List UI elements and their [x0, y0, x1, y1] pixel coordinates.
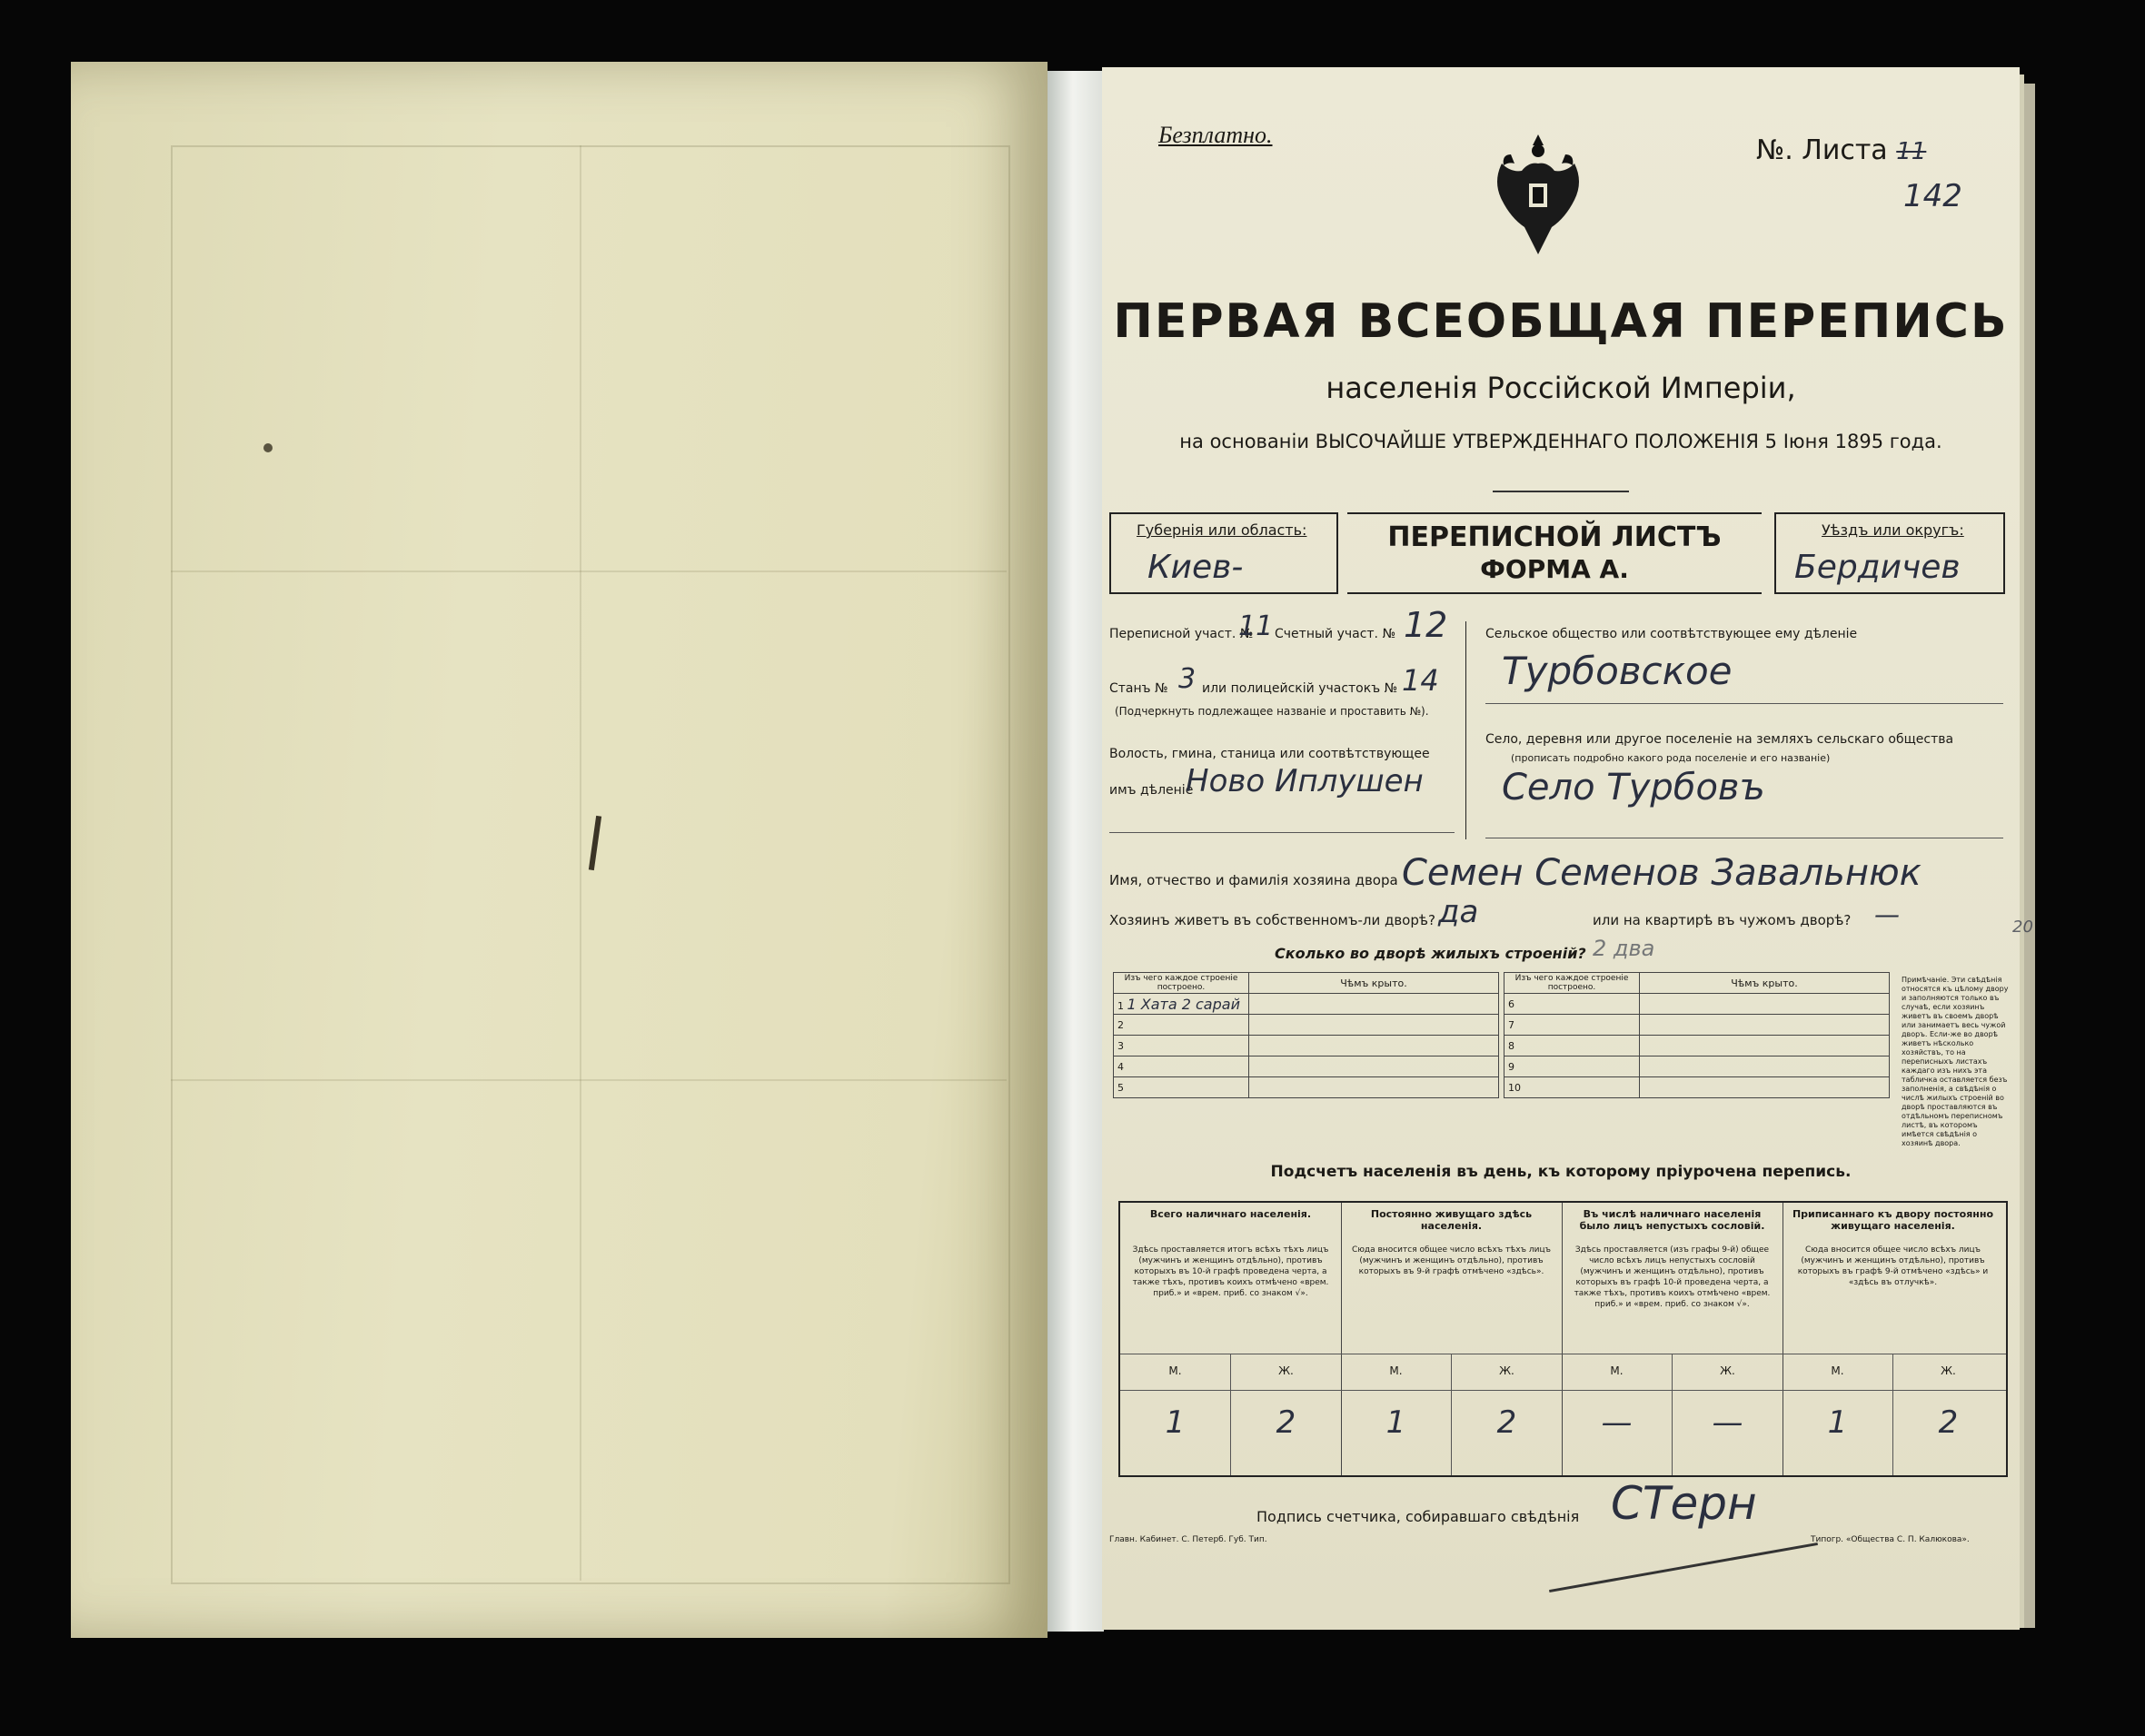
society-value: Турбовское: [1502, 649, 1733, 693]
uezd-box: [1774, 512, 2005, 594]
pop-group: [1341, 1203, 1563, 1475]
female-label: Ж.: [1941, 1364, 1956, 1377]
census-unit-label: Переписной участ. №: [1109, 627, 1254, 641]
bleed-line: [171, 1079, 1007, 1081]
pop-group-desc: Здѣсь проставляется итогъ всѣхъ тѣхъ лицъ (мужчинъ и женщинъ отдѣльно), противъ которыхъ въ 10-й графѣ проведена черта, а также тѣхъ, противъ коихъ отмѣчено «врем. приб.» и «врем. приб. со знаком √».: [1132, 1245, 1329, 1298]
male-label: М.: [1168, 1364, 1182, 1377]
signature-flourish: [1549, 1543, 1818, 1592]
col-roof-header: Чѣмъ крыто.: [1249, 973, 1499, 994]
population-heading: Подсчетъ населенія въ день, къ которому пріурочена перепись.: [1270, 1163, 1852, 1181]
pop-group-desc: Сюда вносится общее число всѣхъ тѣхъ лицъ (мужчинъ и женщинъ отдѣльно), противъ которыхъ въ 9-й графѣ отмѣчено «здѣсь».: [1352, 1245, 1551, 1276]
buildings-label: Сколько во дворѣ жилыхъ строеній?: [1275, 945, 1586, 962]
rule: [1230, 1354, 1231, 1475]
male-value: 1: [1827, 1404, 1848, 1441]
lives-rent-value: —: [1874, 899, 1900, 929]
rule: [1109, 832, 1455, 833]
stan-value: 3: [1178, 663, 1197, 695]
pop-group-desc: Здѣсь проставляется (изъ графы 9-й) общее число всѣхъ лицъ непустыхъ сословій (мужчинъ и женщинъ отдѣльно), противъ которыхъ въ графѣ 10-й проведена черта, а также тѣхъ, противъ коихъ отмѣчено «врем. приб.» и «врем. приб. со знаком √».: [1574, 1245, 1771, 1309]
signature-label: Подпись счетчика, собиравшаго свѣдѣнія: [1256, 1508, 1580, 1525]
uezd-label: Уѣздъ или округъ:: [1822, 521, 1964, 539]
lives-rent-label: или на квартирѣ въ чужомъ дворѣ?: [1593, 912, 1852, 928]
rule: [1451, 1354, 1452, 1475]
buildings-value: 2 два: [1593, 936, 1655, 961]
police-value: 14: [1402, 663, 1439, 698]
printer-right: Типогр. «Общества С. П. Калюкова».: [1811, 1535, 1970, 1544]
female-value: —: [1712, 1404, 1743, 1441]
pop-group-title: Постоянно живущаго здѣсь населенія.: [1370, 1208, 1533, 1232]
lives-own-value: да: [1438, 894, 1479, 930]
row-num: 3: [1114, 1036, 1249, 1056]
count-unit-label: Счетный участ. №: [1275, 627, 1396, 641]
village-note: (прописать подробно какого рода поселеніе и его названіе): [1511, 752, 1831, 764]
male-label: М.: [1831, 1364, 1844, 1377]
col-material-header: Изъ чего каждое строеніе построено.: [1504, 973, 1640, 994]
form-title-box: [1347, 512, 1762, 594]
margin-mark: 20: [2012, 918, 2033, 937]
form-title: ПЕРЕПИСНОЙ ЛИСТЪ: [1387, 521, 1722, 553]
female-label: Ж.: [1499, 1364, 1514, 1377]
buildings-note: Примѣчаніе. Эти свѣдѣнія относятся къ цѣлому двору и заполняются только въ случаѣ, если хозяинъ живетъ въ своемъ дворѣ или занимаетъ весь чужой дворъ. Если-же во дворѣ живетъ нѣсколько хозяйствъ, то на переписныхъ листахъ каждаго изъ нихъ эта табличка оставляется безъ заполненія, а свѣдѣнія о числѣ жилыхъ строеній во дворѣ проставляются въ отдѣльномъ переписномъ листѣ, въ которомъ имѣется свѣдѣнія о хозяинѣ двора.: [1902, 976, 2009, 1147]
row-num: 4: [1114, 1056, 1249, 1077]
rule: [1120, 1390, 2006, 1391]
signature-value: СТерн: [1611, 1477, 1757, 1530]
female-label: Ж.: [1720, 1364, 1735, 1377]
sheet-number: [1756, 134, 1926, 166]
census-basis: на основаніи ВЫСОЧАЙШЕ УТВЕРЖДЕННАГО ПОЛОЖЕНІЯ 5 Іюня 1895 года.: [1179, 431, 1942, 452]
binding-gutter: [1048, 71, 1104, 1632]
male-label: М.: [1389, 1364, 1403, 1377]
bleed-line: [580, 145, 581, 1581]
row-num: 9: [1504, 1056, 1640, 1077]
society-label: Сельское общество или соотвѣтствующее ему дѣленіе: [1485, 627, 1858, 641]
female-value: 2: [1496, 1404, 1517, 1441]
male-value: —: [1601, 1404, 1633, 1441]
ink-spot: [263, 443, 273, 452]
pop-group-title: Всего наличнаго населенія.: [1149, 1208, 1312, 1220]
row-num: 5: [1114, 1077, 1249, 1098]
lives-own-label: Хозяинъ живетъ въ собственномъ-ли дворѣ?: [1109, 912, 1435, 928]
pop-group-desc: Сюда вносится общее число всѣхъ лицъ (мужчинъ и женщинъ отдѣльно), противъ которыхъ въ графѣ 9-й отмѣчено «здѣсь» и «здѣсь въ отлучкѣ».: [1797, 1245, 1989, 1287]
form-letter: ФОРМА А.: [1480, 554, 1629, 584]
police-label: или полицейскій участокъ №: [1202, 681, 1398, 696]
col-material-header: Изъ чего каждое строеніе построено.: [1114, 973, 1249, 994]
village-label: Село, деревня или другое поселеніе на земляхъ сельскаго общества: [1485, 732, 1954, 747]
pop-group-title: Въ числѣ наличнаго населенія было лицъ непустыхъ сословій.: [1579, 1208, 1765, 1232]
underline-note: (Подчеркнуть подлежащее названіе и проставить №).: [1115, 705, 1429, 718]
rule: [1892, 1354, 1893, 1475]
sheet-no-label: №. Листа: [1756, 134, 1888, 166]
double-headed-eagle-icon: [1484, 127, 1593, 263]
free-label: Безплатно.: [1158, 122, 1273, 148]
buildings-table-right: [1504, 972, 1890, 1098]
col-roof-header: Чѣмъ крыто.: [1640, 973, 1890, 994]
gubernia-box: [1109, 512, 1338, 594]
gubernia-value: Киев-: [1147, 549, 1244, 586]
row1-value: 1 Хата 2 сарай: [1127, 995, 1240, 1013]
uezd-value: Бердичев: [1794, 549, 1961, 586]
owner-name-value: Семен Семенов Завальнюк: [1402, 852, 1922, 894]
pop-group: [1120, 1203, 1342, 1475]
left-page: [71, 62, 1048, 1638]
row-num: 6: [1504, 994, 1640, 1015]
count-unit-value: 12: [1404, 605, 1448, 645]
female-value: 2: [1276, 1404, 1296, 1441]
female-label: Ж.: [1278, 1364, 1294, 1377]
population-table: [1118, 1201, 2008, 1477]
census-subtitle: населенія Россійской Имперіи,: [1326, 371, 1796, 405]
female-value: 2: [1938, 1404, 1959, 1441]
buildings-table-left: [1113, 972, 1499, 1098]
column-divider: [1465, 621, 1466, 839]
volost-value: Ново Иплушен: [1186, 763, 1424, 799]
census-unit-value: 11: [1238, 610, 1274, 642]
volost-label-2: имъ дѣленіе: [1109, 783, 1194, 798]
ornament-divider: [1493, 491, 1629, 492]
row-num: 8: [1504, 1036, 1640, 1056]
rule: [1485, 703, 2003, 704]
sheet-no-new: 142: [1903, 178, 1962, 214]
pop-group: [1562, 1203, 1783, 1475]
village-value: Село Турбовъ: [1502, 767, 1765, 808]
volost-label: Волость, гмина, станица или соотвѣтствующее: [1109, 747, 1430, 761]
pop-group-title: Приписаннаго къ двору постоянно живущаго населенія.: [1792, 1208, 1994, 1232]
sheet-no-old: 11: [1896, 138, 1927, 165]
rule: [1672, 1354, 1673, 1475]
row-num: 10: [1504, 1077, 1640, 1098]
row-num: 2: [1114, 1015, 1249, 1036]
gubernia-label: Губернія или область:: [1137, 521, 1307, 539]
printer-left: Главн. Кабинет. С. Петерб. Губ. Тип.: [1109, 1535, 1267, 1544]
owner-name-label: Имя, отчество и фамилія хозяина двора: [1109, 872, 1398, 888]
row-num: 7: [1504, 1015, 1640, 1036]
male-value: 1: [1385, 1404, 1406, 1441]
male-label: М.: [1610, 1364, 1624, 1377]
bleed-line: [171, 570, 1007, 572]
census-form-page: [1102, 67, 2033, 1630]
male-value: 1: [1165, 1404, 1186, 1441]
census-title: ПЕРВАЯ ВСЕОБЩАЯ ПЕРЕПИСЬ: [1113, 294, 2009, 349]
row-num: 1 1 Хата 2 сарай: [1114, 994, 1249, 1015]
stan-label: Станъ №: [1109, 681, 1168, 696]
